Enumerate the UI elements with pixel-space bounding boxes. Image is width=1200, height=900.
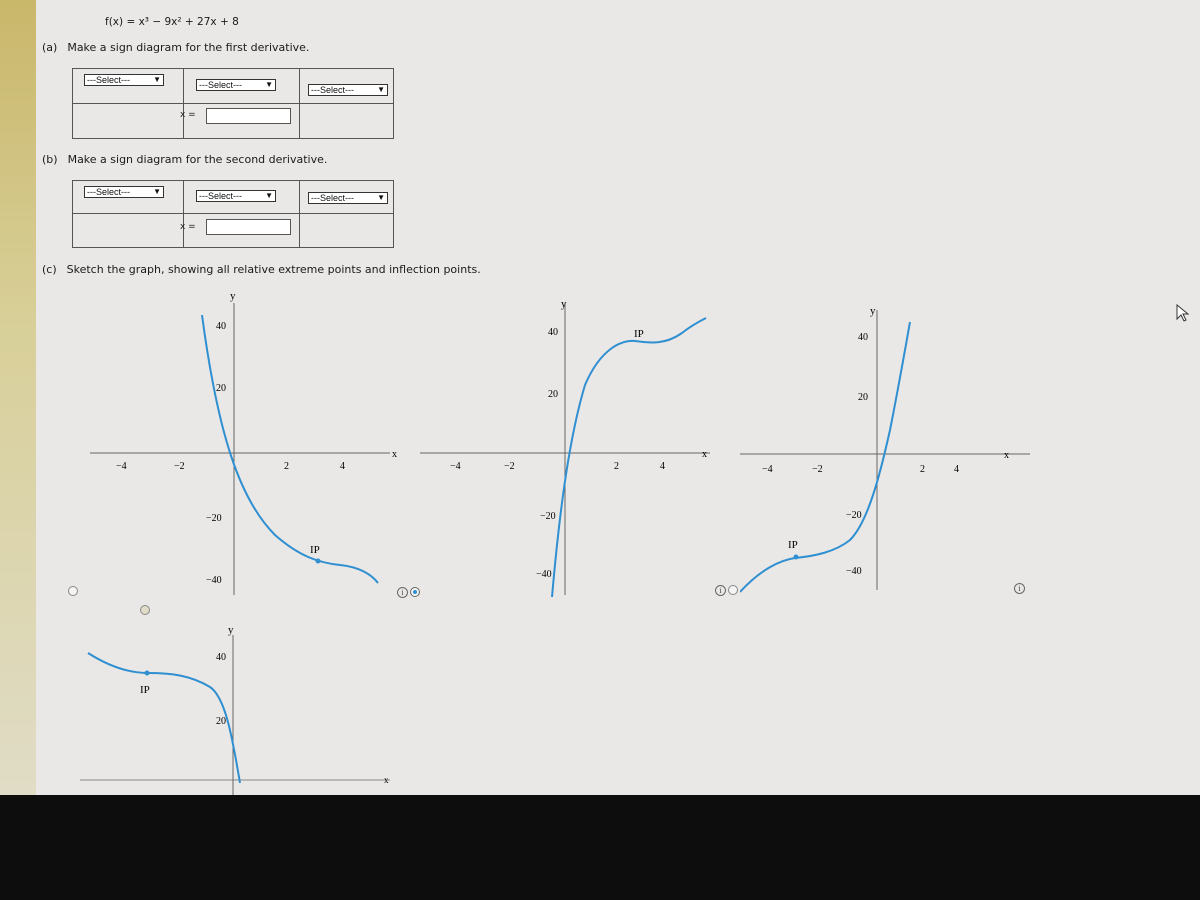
x-tick-neg2: −2 [504,461,515,472]
sign-b-select-2[interactable]: ---Select--- ▼ [196,190,276,202]
x-tick-2: 2 [614,461,619,472]
chevron-down-icon: ▼ [377,193,385,202]
part-c-prompt [42,263,481,276]
y-tick-neg40: −40 [846,566,862,577]
y-tick-40: 40 [216,321,226,332]
graph-option-3-radio[interactable] [728,585,738,595]
x-tick-2: 2 [284,461,289,472]
y-tick-neg40: −40 [536,569,552,580]
ip-label: IP [634,328,644,340]
part-c-label: (c) [42,263,57,276]
x-tick-neg4: −4 [762,464,773,475]
y-tick-neg20: −20 [540,511,556,522]
sign-a-select-2[interactable]: ---Select--- ▼ [196,79,276,91]
graph-option-1-radio[interactable] [68,586,78,596]
sign-b-x-label: x = [180,222,196,232]
x-tick-4: 4 [954,464,959,475]
inflection-point [794,555,799,560]
x-axis-label: x [1004,450,1009,461]
y-tick-20: 20 [216,716,226,727]
function-curve [740,322,910,592]
y-tick-neg40: −40 [206,575,222,586]
x-tick-neg4: −4 [450,461,461,472]
y-tick-20: 20 [216,383,226,394]
chevron-down-icon: ▼ [377,85,385,94]
chevron-down-icon: ▼ [153,75,161,84]
x-tick-neg4: −4 [116,461,127,472]
x-tick-neg2: −2 [174,461,185,472]
part-a-label: (a) [42,41,58,54]
graph-option-4-radio[interactable] [140,605,150,615]
y-tick-20: 20 [858,392,868,403]
part-c-text: Sketch the graph, showing all relative extreme points and inflection points. [66,263,481,276]
chevron-down-icon: ▼ [265,80,273,89]
graph-option-1[interactable] [90,285,410,605]
radio-selected-dot [413,590,417,594]
inflection-point [145,671,150,676]
sign-a-select-1[interactable]: ---Select--- ▼ [84,74,164,86]
part-b-text: Make a sign diagram for the second derivative. [67,153,328,166]
function-curve [552,318,706,597]
y-tick-40: 40 [548,327,558,338]
x-tick-2: 2 [920,464,925,475]
info-icon[interactable]: i [397,587,408,598]
sign-a-x-label: x = [180,110,196,120]
chevron-down-icon: ▼ [153,187,161,196]
info-icon[interactable]: i [715,585,726,596]
x-axis-label: x [392,449,397,460]
y-tick-40: 40 [858,332,868,343]
info-icon[interactable]: i [1014,583,1025,594]
sign-a-x-input[interactable] [206,108,291,124]
inflection-point [316,559,321,564]
part-b-label: (b) [42,153,58,166]
x-tick-neg2: −2 [812,464,823,475]
x-tick-4: 4 [340,461,345,472]
y-axis-label: y [561,298,567,310]
function-equation: f(x) = x³ − 9x² + 27x + 8 [105,16,239,28]
ip-label: IP [310,544,320,556]
ip-label: IP [788,539,798,551]
part-a-prompt [42,41,309,54]
y-tick-20: 20 [548,389,558,400]
y-axis-label: y [870,305,876,317]
ip-label: IP [140,684,150,696]
sign-b-select-1[interactable]: ---Select--- ▼ [84,186,164,198]
x-axis-label: x [384,775,389,785]
function-curve [202,315,378,583]
sign-b-x-input[interactable] [206,219,291,235]
graph-option-4[interactable] [80,615,410,795]
graph-option-2-radio[interactable] [410,587,420,597]
y-tick-neg20: −20 [846,510,862,521]
y-tick-neg20: −20 [206,513,222,524]
y-tick-40: 40 [216,652,226,663]
y-axis-label: y [230,290,236,302]
mouse-cursor-icon [1176,304,1190,322]
graph-option-2[interactable] [420,285,730,605]
x-tick-4: 4 [660,461,665,472]
sign-a-select-3[interactable]: ---Select--- ▼ [308,84,388,96]
x-axis-label: x [702,449,707,460]
part-a-text: Make a sign diagram for the first derivative. [67,41,310,54]
chevron-down-icon: ▼ [265,191,273,200]
sign-b-select-3[interactable]: ---Select--- ▼ [308,192,388,204]
y-axis-label: y [228,624,234,636]
part-b-prompt [42,153,327,166]
graph-option-3[interactable] [740,290,1040,600]
